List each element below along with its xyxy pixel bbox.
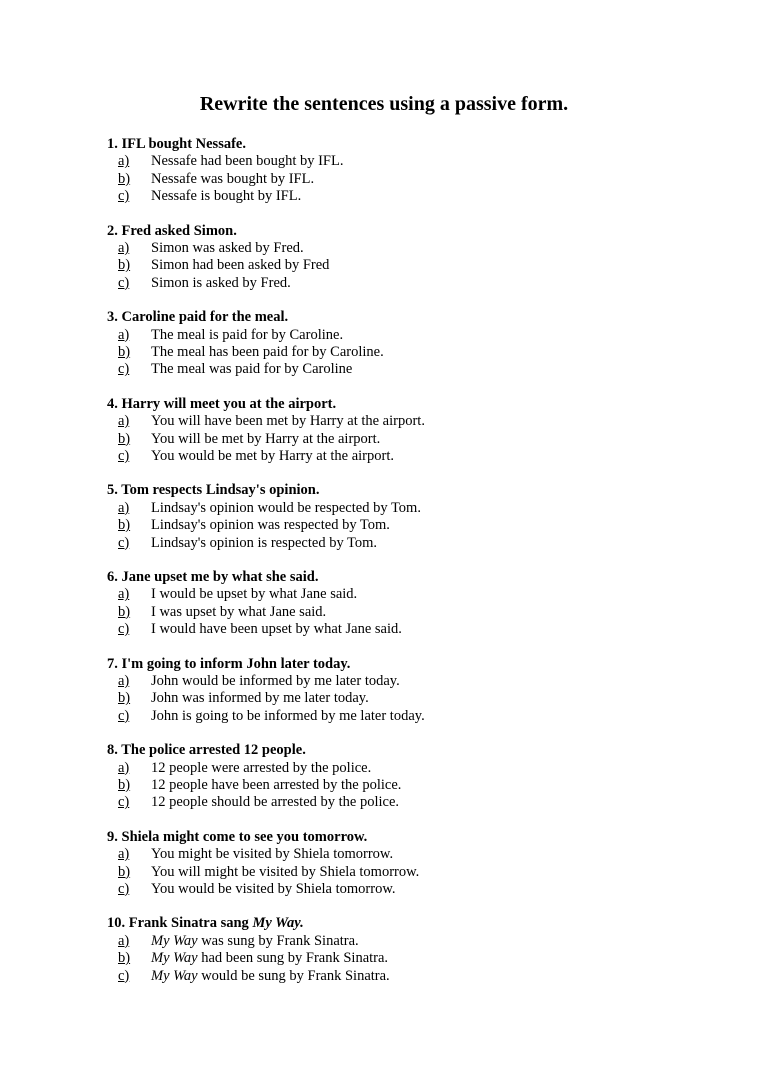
option-letter: c) — [118, 707, 130, 724]
option-text: John is going to be informed by me later today. — [151, 707, 425, 724]
question-heading — [107, 742, 727, 759]
question-prompt: Caroline paid for the meal. — [121, 309, 289, 326]
option-text: I would have been upset by what Jane said. — [151, 621, 402, 638]
option-letter: b) — [118, 690, 131, 707]
option-text: Nessafe was bought by IFL. — [151, 170, 315, 187]
option-letter: c) — [118, 447, 130, 464]
question-prompt: Harry will meet you at the airport. — [121, 395, 337, 412]
option-text: You will have been met by Harry at the airport. — [151, 413, 425, 430]
option-letter: b) — [118, 776, 131, 793]
option-c — [107, 535, 727, 552]
option-text: Lindsay's opinion would be respected by Tom. — [151, 499, 421, 516]
option-text: The meal was paid for by Caroline — [151, 361, 353, 378]
option-letter: c) — [118, 967, 130, 984]
question-number: 6. — [107, 568, 118, 585]
question-number: 9. — [107, 828, 118, 845]
option-text: Lindsay's opinion is respected by Tom. — [151, 534, 378, 551]
option-b — [107, 690, 727, 707]
question-heading — [107, 309, 727, 326]
question-list — [107, 136, 727, 1002]
option-c — [107, 448, 727, 465]
question-number: 8. — [107, 742, 118, 759]
option-letter: c) — [118, 621, 130, 638]
question-prompt: I'm going to inform John later today. — [121, 655, 351, 672]
option-text: You would be met by Harry at the airport. — [151, 447, 394, 464]
question-prompt: The police arrested 12 people. — [121, 742, 306, 759]
option-letter: a) — [118, 239, 130, 256]
question-5 — [107, 482, 727, 569]
option-letter: b) — [118, 343, 131, 360]
question-2 — [107, 223, 727, 310]
option-letter: a) — [118, 499, 130, 516]
option-letter: a) — [118, 153, 130, 170]
question-prompt: Shiela might come to see you tomorrow. — [121, 828, 368, 845]
option-letter: b) — [118, 863, 131, 880]
option-text: Simon was asked by Fred. — [151, 239, 304, 256]
question-number: 7. — [107, 655, 118, 672]
option-text: 12 people were arrested by the police. — [151, 759, 372, 776]
option-letter: c) — [118, 361, 130, 378]
option-letter: c) — [118, 880, 130, 897]
option-c — [107, 361, 727, 378]
question-8 — [107, 742, 727, 829]
option-text: Simon is asked by Fred. — [151, 274, 291, 291]
option-b — [107, 777, 727, 794]
question-heading — [107, 656, 727, 673]
question-9 — [107, 829, 727, 916]
option-text: You might be visited by Shiela tomorrow. — [151, 846, 394, 863]
option-c — [107, 621, 727, 638]
option-letter: a) — [118, 413, 130, 430]
question-6 — [107, 569, 727, 656]
option-letter: a) — [118, 672, 130, 689]
question-heading — [107, 136, 727, 153]
question-number: 4. — [107, 395, 118, 412]
option-c — [107, 708, 727, 725]
option-a — [107, 933, 727, 950]
question-10 — [107, 915, 727, 1002]
song-title: My Way — [151, 950, 198, 967]
option-letter: b) — [118, 257, 131, 274]
option-letter: a) — [118, 326, 130, 343]
option-letter: a) — [118, 759, 130, 776]
question-heading — [107, 223, 727, 240]
option-text-wrapper — [151, 950, 388, 967]
option-b — [107, 344, 727, 361]
option-letter: a) — [118, 586, 130, 603]
option-letter: c) — [118, 274, 130, 291]
option-a — [107, 673, 727, 690]
option-text: 12 people have been arrested by the police. — [151, 776, 402, 793]
option-text: Lindsay's opinion was respected by Tom. — [151, 517, 390, 534]
option-text: Nessafe is bought by IFL. — [151, 188, 302, 205]
option-text: John would be informed by me later today. — [151, 672, 400, 689]
option-letter: b) — [118, 170, 131, 187]
option-letter: b) — [118, 517, 131, 534]
question-number: 5. — [107, 482, 118, 499]
question-number: 3. — [107, 309, 118, 326]
option-a — [107, 240, 727, 257]
option-b — [107, 517, 727, 534]
option-letter: a) — [118, 932, 130, 949]
song-title: My Way — [151, 967, 198, 984]
option-letter: b) — [118, 950, 131, 967]
option-letter: b) — [118, 603, 131, 620]
option-text: You would be visited by Shiela tomorrow. — [151, 880, 396, 897]
option-a — [107, 586, 727, 603]
option-text: Simon had been asked by Fred — [151, 257, 330, 274]
question-7 — [107, 656, 727, 743]
question-prompt: Tom respects Lindsay's opinion. — [121, 482, 320, 499]
option-a — [107, 153, 727, 170]
option-c — [107, 968, 727, 985]
option-c — [107, 188, 727, 205]
option-letter: c) — [118, 188, 130, 205]
option-text: Nessafe had been bought by IFL. — [151, 153, 344, 170]
question-1 — [107, 136, 727, 223]
option-text: You will might be visited by Shiela tomorrow. — [151, 863, 420, 880]
option-text: The meal has been paid for by Caroline. — [151, 343, 384, 360]
question-heading — [107, 569, 727, 586]
option-letter: a) — [118, 846, 130, 863]
option-a — [107, 500, 727, 517]
question-prompt: IFL bought Nessafe. — [121, 136, 246, 152]
question-prompt: Fred asked Simon. — [121, 222, 237, 239]
option-b — [107, 171, 727, 188]
option-text: John was informed by me later today. — [151, 690, 369, 707]
option-text: The meal is paid for by Caroline. — [151, 326, 344, 343]
question-heading — [107, 396, 727, 413]
question-prompt: Frank Sinatra sang — [128, 915, 249, 932]
option-b — [107, 864, 727, 881]
question-heading — [107, 829, 727, 846]
option-text: I was upset by what Jane said. — [151, 603, 327, 620]
question-prompt-title: My Way. — [252, 915, 304, 932]
question-prompt: Jane upset me by what she said. — [121, 568, 319, 585]
question-heading — [107, 915, 727, 932]
question-number: 2. — [107, 222, 118, 239]
option-text: 12 people should be arrested by the police. — [151, 794, 400, 811]
option-b — [107, 950, 727, 967]
option-text: would be sung by Frank Sinatra. — [197, 967, 390, 984]
page-title: Rewrite the sentences using a passive form. — [199, 93, 569, 115]
option-b — [107, 431, 727, 448]
option-text: I would be upset by what Jane said. — [151, 586, 358, 603]
option-a — [107, 413, 727, 430]
option-c — [107, 881, 727, 898]
option-letter: c) — [118, 534, 130, 551]
option-c — [107, 794, 727, 811]
option-text: You will be met by Harry at the airport. — [151, 430, 381, 447]
option-text-wrapper — [151, 933, 359, 950]
question-heading — [107, 482, 727, 499]
option-a — [107, 846, 727, 863]
option-b — [107, 604, 727, 621]
option-letter: c) — [118, 794, 130, 811]
option-text: was sung by Frank Sinatra. — [197, 932, 359, 949]
question-3 — [107, 309, 727, 396]
question-4 — [107, 396, 727, 483]
option-c — [107, 275, 727, 292]
option-letter: b) — [118, 430, 131, 447]
song-title: My Way — [151, 932, 198, 949]
option-b — [107, 257, 727, 274]
option-text: had been sung by Frank Sinatra. — [197, 950, 389, 967]
question-number: 10. — [107, 915, 126, 932]
option-a — [107, 760, 727, 777]
option-a — [107, 327, 727, 344]
option-text-wrapper — [151, 968, 390, 985]
question-number: 1. — [107, 136, 118, 152]
